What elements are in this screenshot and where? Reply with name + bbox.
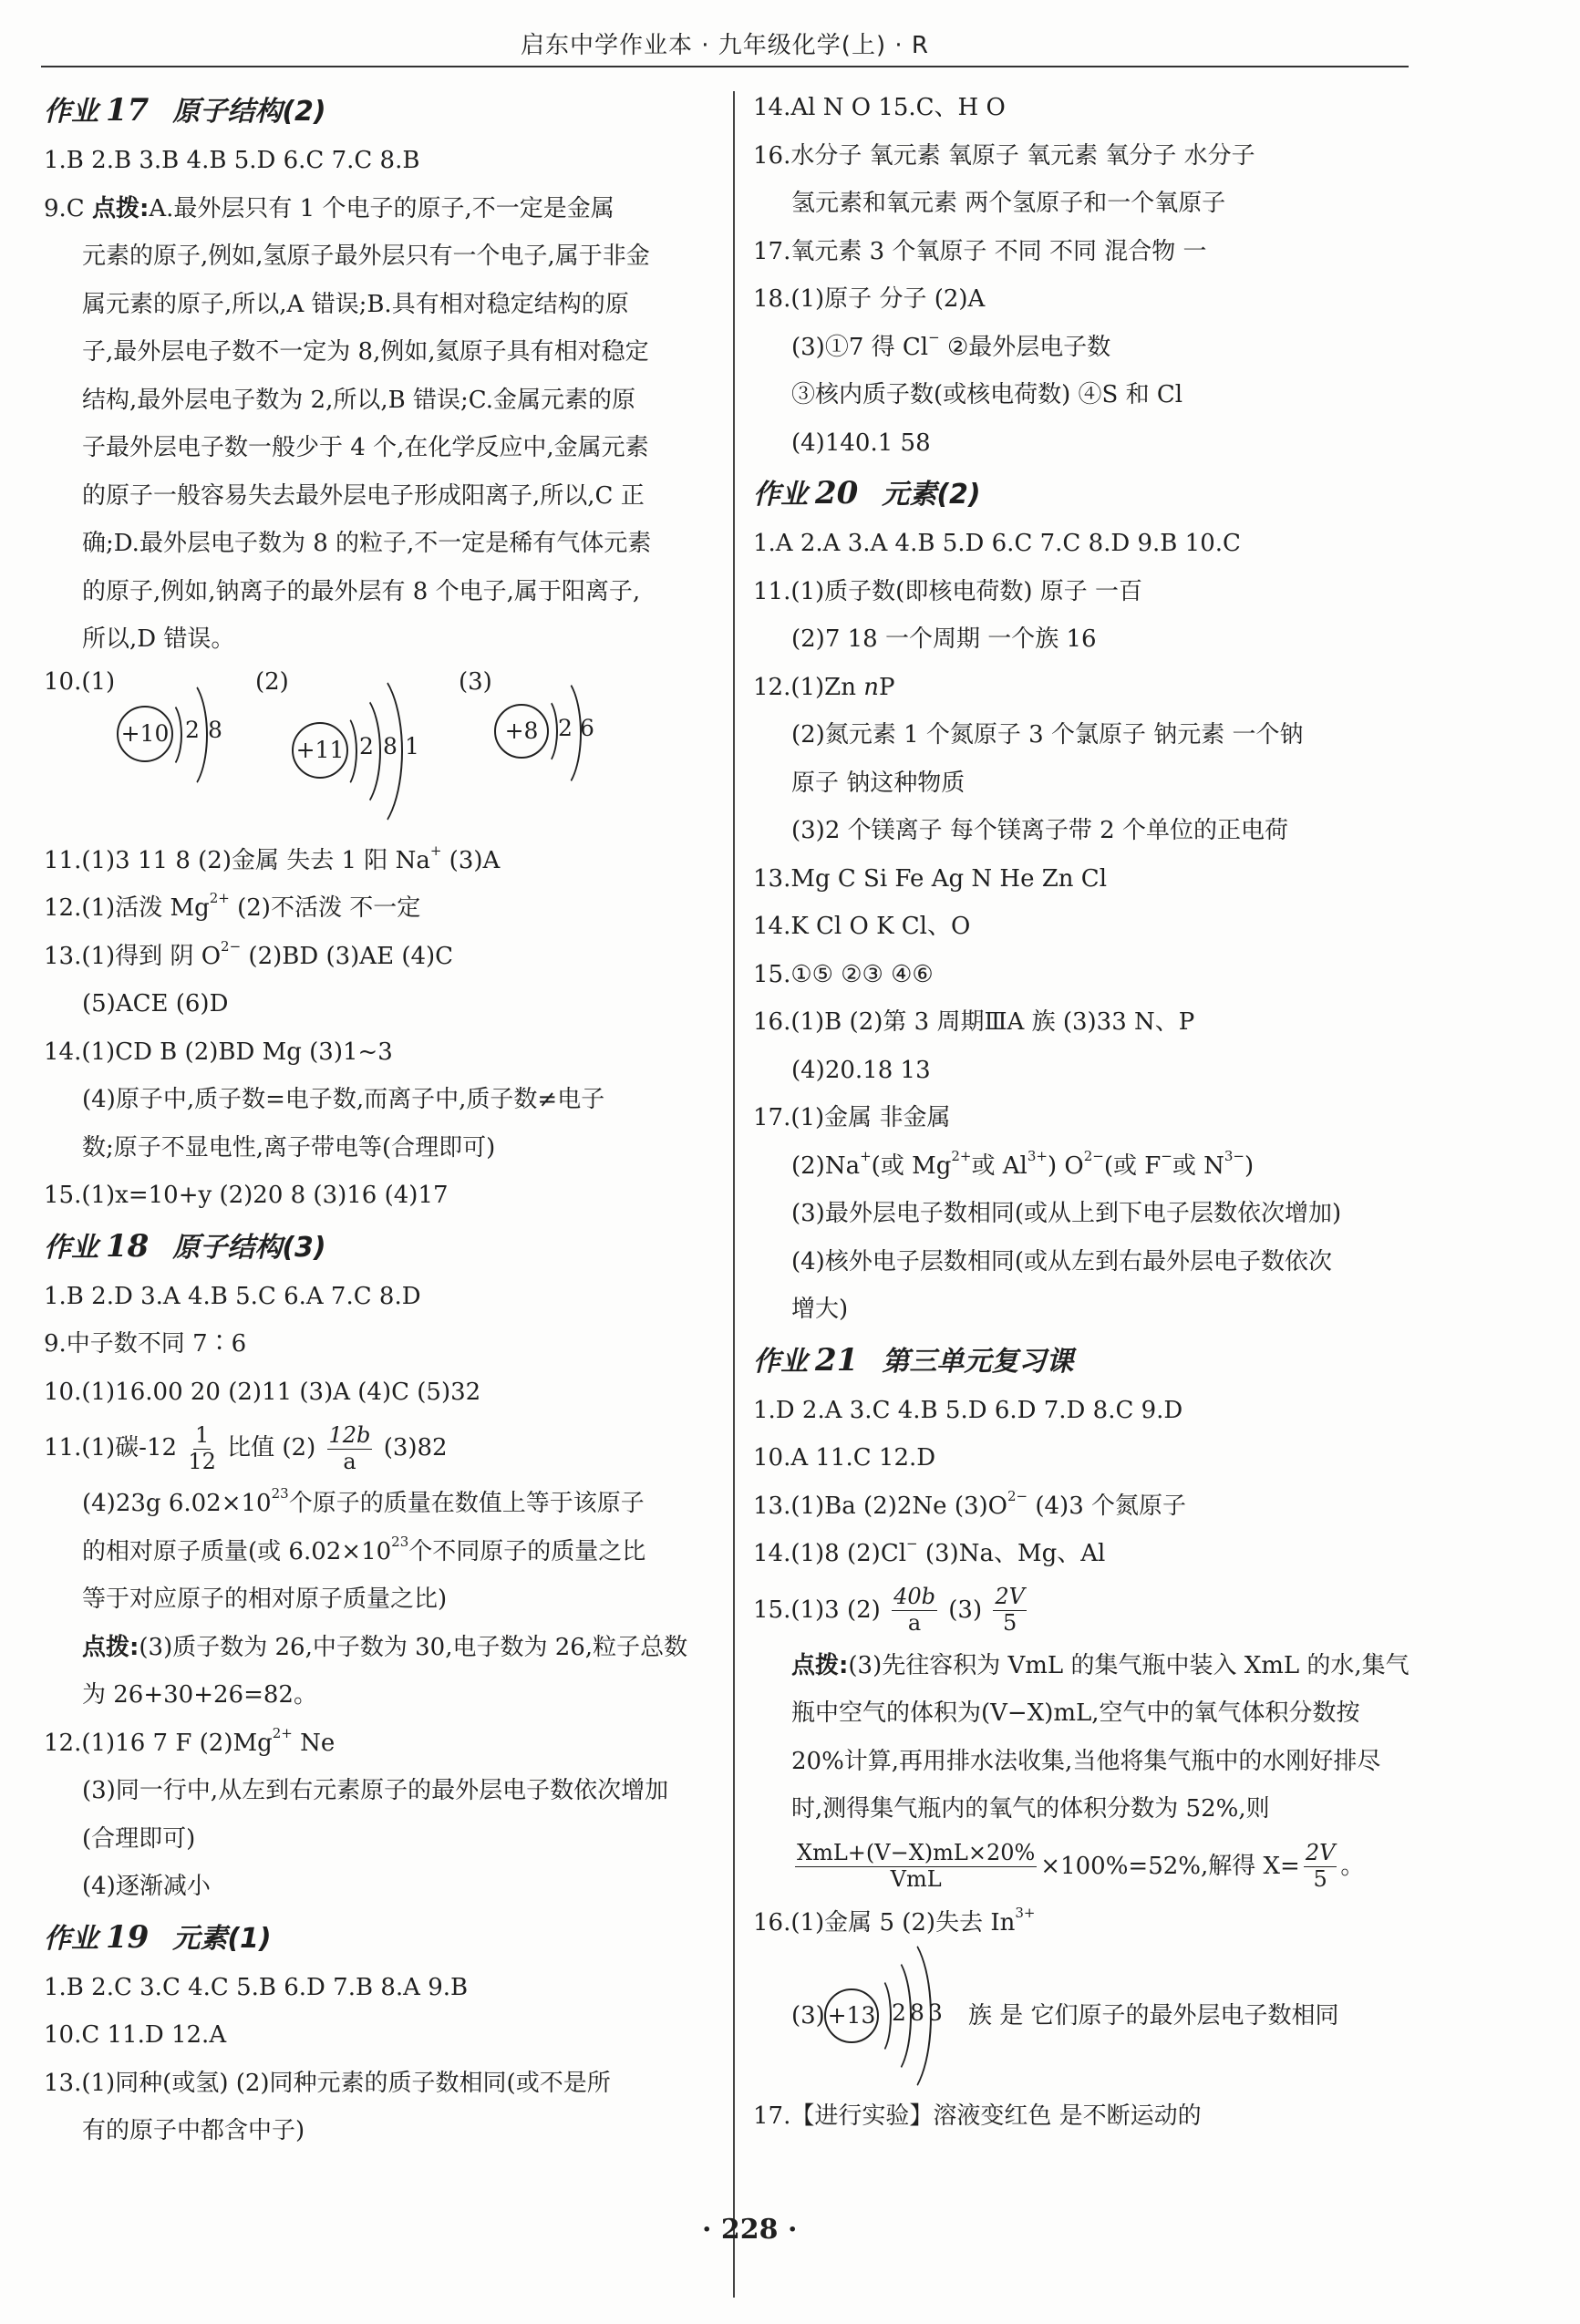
fraction: $\frac{\text{XmL+(V−X)mL×20\%}}{\text{VmL}}$ — [797, 1840, 1036, 1892]
answer-line: 14.(1)8 (2)Cl− (3)Na、Mg、Al — [753, 1535, 1106, 1567]
answer-line: 结构,最外层电子数为 2,所以,B 错误;C.金属元素的原 — [82, 386, 635, 414]
tip-label: 点拨: — [82, 1633, 139, 1661]
answer-line: 时,测得集气瓶内的氧气的体积分数为 52%,则 — [791, 1795, 1270, 1823]
answer-line: 数;原子不显电性,离子带电等(合理即可) — [82, 1133, 496, 1162]
answer-line: 14.K Cl O K Cl、O — [753, 913, 971, 940]
answer-line: 18.(1)原子 分子 (2)A — [753, 285, 986, 313]
answer-line: (4)140.1 58 — [791, 429, 931, 457]
answer-line: 17.(1)金属 非金属 — [753, 1104, 951, 1131]
answer-line: (2)Na+(或 $Mg^{2+}$或 $Al^{3+}$) $O^{2-}$(或 F−或 $N^{3-}$) — [791, 1147, 1255, 1180]
equation-line: $\frac{\text{XmL+(V−X)mL×20\%}}{\text{VmL}}$ ×100%=52%,解得 X= $\frac{2V}{5}$ 。 — [797, 1840, 1365, 1892]
answer-line: (4)20.18 13 — [791, 1056, 931, 1084]
answer-line: 11.(1)碳-12 $\frac{1}{12}$ 比值 (2) $\frac{12b}{a}$ (3)82 — [44, 1421, 448, 1474]
answer-line: 10.A 11.C 12.D — [753, 1444, 936, 1472]
answer-line: 1.A 2.A 3.A 4.B 5.D 6.C 7.C 8.D 9.B 10.C — [753, 530, 1241, 557]
atom-structure-diagrams: 10.(1) (2) (3) +10 2 8 +11 2 8 1 +8 2 6 — [44, 664, 717, 837]
answer-line: 的原子一般容易失去最外层电子形成阳离子,所以,C 正 — [82, 481, 645, 510]
section-title-hw21: 作业 21 第三单元复习课 — [753, 1341, 1074, 1379]
answer-line: 有的原子中都含中子) — [82, 2117, 305, 2144]
answer-line: (2)氮元素 1 个氮原子 3 个氯原子 钠元素 一个钠 — [791, 721, 1304, 749]
answer-line: 13.(1)同种(或氢) (2)同种元素的质子数相同(或不是所 — [44, 2069, 611, 2097]
answer-line: 原子 钠这种物质 — [791, 769, 966, 797]
answer-line: 14.Al N O 15.C、H O — [753, 94, 1006, 121]
answer-line: (5)ACE (6)D — [82, 990, 229, 1017]
answer-line: 16.(1)金属 5 (2)失去 $In^{3+}$ — [753, 1904, 1036, 1937]
answer-line: 增大) — [791, 1296, 849, 1323]
fraction: $\frac{1}{12}$ — [188, 1421, 216, 1474]
fraction: $\frac{40b}{a}$ — [893, 1584, 935, 1636]
answer-line: ③核内质子数(或核电荷数) ④S 和 Cl — [791, 381, 1183, 408]
answer-line: 子,最外层电子数不一定为 8,例如,氦原子具有相对稳定 — [82, 338, 649, 366]
section-title-hw18: 作业 18 原子结构(3) — [44, 1227, 326, 1265]
tip-label: 点拨: — [91, 194, 150, 222]
answer-line: 点拨:(3)先往容积为 VmL 的集气瓶中装入 XmL 的水,集气 — [791, 1651, 1410, 1679]
answer-line: 1.D 2.A 3.C 4.B 5.D 6.D 7.D 8.C 9.D — [753, 1396, 1183, 1424]
answer-line: 20%计算,再用排水法收集,当他将集气瓶中的水刚好排尽 — [791, 1747, 1381, 1775]
answer-line: 9.中子数不同 7∶6 — [44, 1330, 247, 1358]
answer-line: 瓶中空气的体积为(V−X)mL,空气中的氧气体积分数按 — [791, 1699, 1360, 1727]
answer-line: 11.(1)质子数(即核电荷数) 原子 一百 — [753, 577, 1142, 605]
answer-line: 13.(1)得到 阴 $O^{2-}$ (2)BD (3)AE (4)C — [44, 937, 454, 970]
section-title-hw19: 作业 19 元素(1) — [44, 1918, 272, 1956]
answer-line: (2)7 18 一个周期 一个族 16 — [791, 625, 1097, 653]
answer-line: (合理即可) — [82, 1824, 196, 1853]
answer-line: 11.(1)3 11 8 (2)金属 失去 1 阳 Na+ (3)A — [44, 842, 501, 874]
answer-line: 16.水分子 氧元素 氧原子 氧元素 氧分子 水分子 — [753, 141, 1255, 170]
answer-line: (4)23g $6.02\times 10^{23}$个原子的质量在数值上等于该原子 — [82, 1485, 645, 1517]
section-title-hw17: 作业 17 原子结构(2) — [44, 92, 326, 129]
answer-line: 为 26+30+26=82。 — [82, 1681, 317, 1709]
answer-line: 1.B 2.B 3.B 4.B 5.D 6.C 7.C 8.B — [44, 147, 420, 174]
answer-line: 所以,D 错误。 — [82, 625, 235, 653]
answer-line: 10.(1)16.00 20 (2)11 (3)A (4)C (5)32 — [44, 1378, 481, 1406]
answer-line: 氢元素和氧元素 两个氢原子和一个氧原子 — [791, 190, 1226, 217]
tip-label: 点拨: — [791, 1651, 849, 1679]
answer-line: 15.(1)3 (2) $\frac{40b}{a}$ (3) $\frac{2V}{5}$ — [753, 1584, 1025, 1636]
answer-line: 15.①⑤ ②③ ④⑥ — [753, 960, 934, 988]
fraction: $\frac{2V}{5}$ — [995, 1584, 1025, 1636]
answer-line: (3)同一行中,从左到右元素原子的最外层电子数依次增加 — [82, 1777, 669, 1804]
left-column — [44, 84, 717, 2155]
answer-line: 的原子,例如,钠离子的最外层有 8 个电子,属于阳离子, — [82, 577, 641, 605]
answer-line: 16.(1)B (2)第 3 周期ⅢA 族 (3)33 N、P — [753, 1008, 1195, 1036]
page-header — [41, 27, 1409, 67]
answer-line: 17.【进行实验】溶液变红色 是不断运动的 — [753, 2102, 1202, 2130]
answer-line: (4)逐渐减小 — [82, 1873, 211, 1900]
book-title: 启东中学作业本 · 九年级化学(上) · R — [521, 32, 929, 59]
fraction: $\frac{12b}{a}$ — [328, 1421, 371, 1474]
answer-line: (4)原子中,质子数=电子数,而离子中,质子数≠电子 — [82, 1086, 605, 1113]
answer-line: 子最外层电子数一般少于 4 个,在化学反应中,金属元素 — [82, 434, 649, 461]
answer-line: 元素的原子,例如,氢原子最外层只有一个电子,属于非金 — [82, 243, 650, 270]
answer-line: 9.C 点拨:A.最外层只有 1 个电子的原子,不一定是金属 — [44, 194, 614, 222]
answer-line: 17.氧元素 3 个氧原子 不同 不同 混合物 一 — [753, 237, 1207, 265]
answer-line: 12.(1)活泼 $Mg^{2+}$ (2)不活泼 不一定 — [44, 890, 421, 922]
answer-line: 13.Mg C Si Fe Ag N He Zn Cl — [753, 864, 1108, 893]
fraction: $\frac{2V}{5}$ — [1305, 1840, 1336, 1892]
atom-structure-aluminum-row: (3) +13 2 8 3 族 是 它们原子的最外层电子数相同 — [753, 1947, 1426, 2092]
answer-line: 12.(1)Zn nP — [753, 673, 895, 701]
answer-line: 12.(1)16 7 F $(2)Mg^{2+}$ Ne — [44, 1724, 336, 1757]
answer-line: 1.B 2.C 3.C 4.C 5.B 6.D 7.B 8.A 9.B — [44, 1973, 469, 2001]
section-title-hw20: 作业 20 元素(2) — [753, 475, 981, 511]
page-number: · 228 · — [702, 2214, 798, 2246]
answer-line: 10.C 11.D 12.A — [44, 2021, 227, 2049]
answer-line: (3)最外层电子数相同(或从上到下电子层数依次增加) — [791, 1200, 1342, 1227]
answer-line: 1.B 2.D 3.A 4.B 5.C 6.A 7.C 8.D — [44, 1282, 421, 1310]
answer-line: 14.(1)CD B (2)BD Mg (3)1~3 — [44, 1038, 393, 1066]
answer-line: 等于对应原子的相对原子质量之比) — [82, 1585, 448, 1613]
answer-line: (3)①7 得 Cl− ②最外层电子数 — [791, 328, 1111, 361]
answer-line: 的相对原子质量(或 $6.02\times 10^{23}$个不同原子的质量之比 — [82, 1533, 646, 1565]
answer-line: 属元素的原子,所以,A 错误;B.具有相对稳定结构的原 — [82, 290, 629, 318]
answer-line: 确;D.最外层电子数为 8 的粒子,不一定是稀有气体元素 — [82, 530, 652, 557]
column-divider — [733, 91, 735, 2298]
answer-line: 点拨:(3)质子数为 26,中子数为 30,电子数为 26,粒子总数 — [82, 1633, 688, 1661]
answer-line: 15.(1)x=10+y (2)20 8 (3)16 (4)17 — [44, 1182, 449, 1209]
answer-line: (4)核外电子层数相同(或从左到右最外层电子数依次 — [791, 1247, 1332, 1276]
right-column — [753, 84, 1426, 2141]
answer-line: 13.(1)Ba (2)2Ne $(3)O^{2-}$ (4)3 个氮原子 — [753, 1487, 1186, 1520]
answer-line: (3)2 个镁离子 每个镁离子带 2 个单位的正电荷 — [791, 817, 1288, 844]
